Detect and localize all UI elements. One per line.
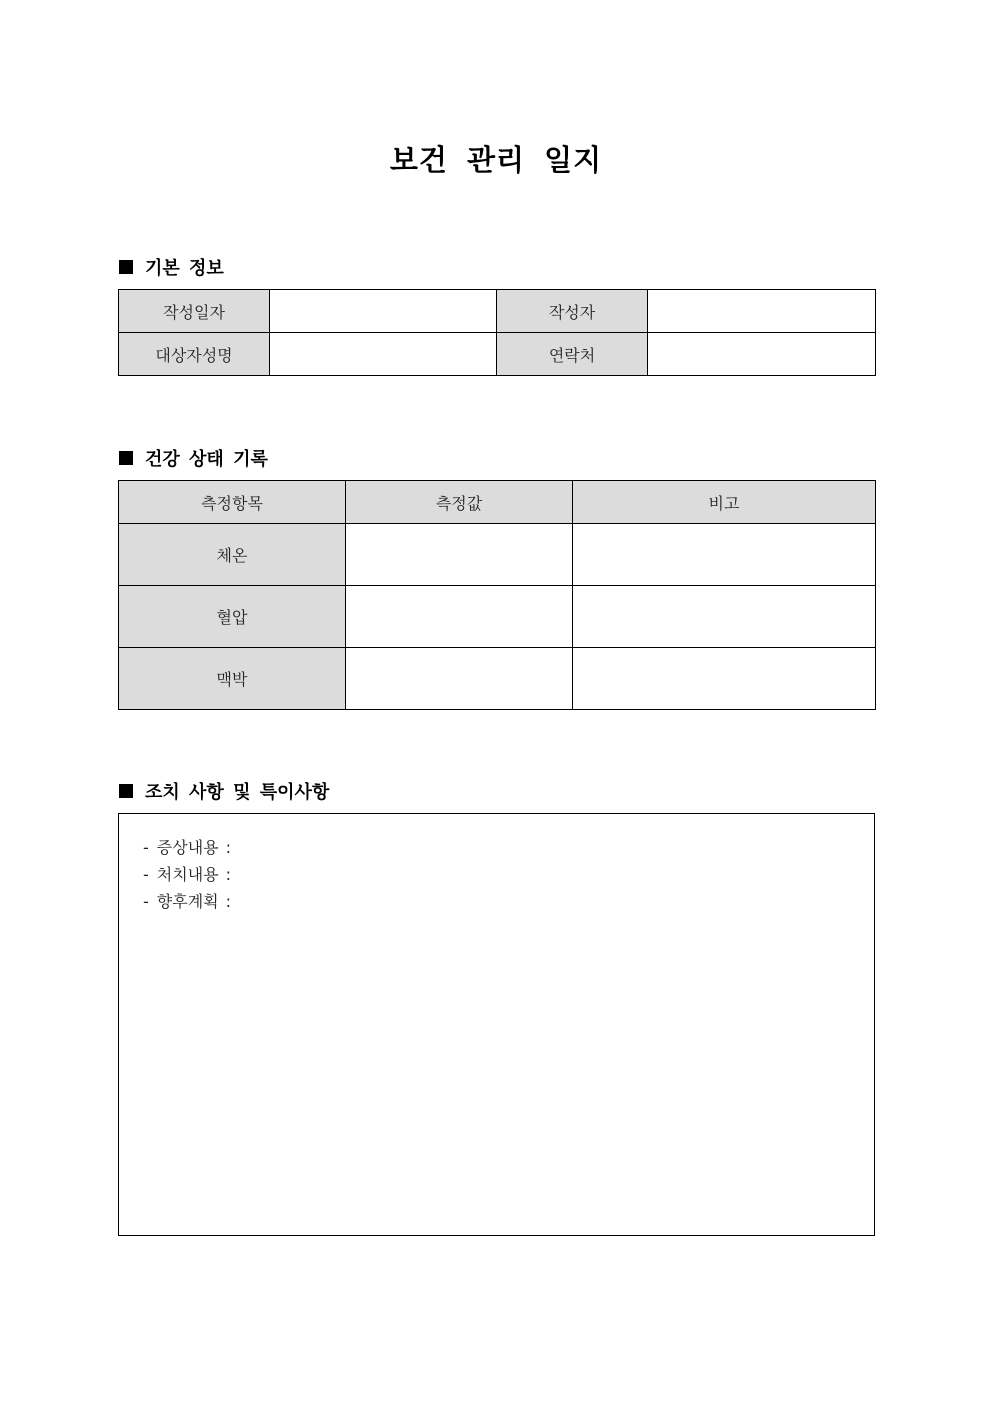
field-label-date: 작성일자: [119, 290, 270, 333]
cell-value-blood-pressure[interactable]: [346, 586, 573, 648]
section-heading-basic-info: [119, 254, 224, 280]
column-header-value: 측정값: [346, 481, 573, 524]
table-row: [119, 333, 876, 376]
section-heading-text: 조치 사항 및 특이사항: [145, 782, 330, 803]
square-bullet-icon: [119, 260, 133, 274]
row-label-pulse: 맥박: [119, 648, 346, 710]
field-value-author[interactable]: [648, 290, 876, 333]
table-row: [119, 648, 876, 710]
notes-line-plan: [143, 888, 874, 915]
dash-bullet: -: [143, 892, 149, 911]
table-row: [119, 586, 876, 648]
basic-info-table: [118, 289, 876, 376]
colon: :: [225, 892, 231, 911]
cell-value-pulse[interactable]: [346, 648, 573, 710]
dash-bullet: -: [143, 838, 149, 857]
notes-line-treatment: [143, 861, 874, 888]
field-label-subject-name: 대상자성명: [119, 333, 270, 376]
health-record-table: [118, 480, 876, 710]
row-label-temperature: 체온: [119, 524, 346, 586]
colon: :: [225, 838, 231, 857]
field-label-contact: 연락처: [497, 333, 648, 376]
dash-bullet: -: [143, 865, 149, 884]
field-value-subject-name[interactable]: [270, 333, 497, 376]
notes-box[interactable]: [118, 813, 875, 1236]
cell-note-blood-pressure[interactable]: [573, 586, 876, 648]
colon: :: [225, 865, 231, 884]
column-header-note: 비고: [573, 481, 876, 524]
section-heading-text: 기본 정보: [145, 258, 224, 279]
page-title: 보건 관리 일지: [389, 143, 603, 177]
section-heading-notes: [119, 778, 329, 804]
cell-value-temperature[interactable]: [346, 524, 573, 586]
section-heading-text: 건강 상태 기록: [145, 449, 268, 470]
field-label-author: 작성자: [497, 290, 648, 333]
table-row: [119, 290, 876, 333]
notes-label: 처치내용: [156, 865, 219, 884]
table-row: [119, 524, 876, 586]
notes-label: 향후계획: [156, 892, 219, 911]
notes-label: 증상내용: [156, 838, 219, 857]
field-value-contact[interactable]: [648, 333, 876, 376]
cell-note-pulse[interactable]: [573, 648, 876, 710]
section-heading-health-record: [119, 445, 268, 471]
square-bullet-icon: [119, 784, 133, 798]
column-header-item: 측정항목: [119, 481, 346, 524]
square-bullet-icon: [119, 451, 133, 465]
cell-note-temperature[interactable]: [573, 524, 876, 586]
field-value-date[interactable]: [270, 290, 497, 333]
table-header-row: [119, 481, 876, 524]
row-label-blood-pressure: 혈압: [119, 586, 346, 648]
notes-line-symptoms: [143, 834, 874, 861]
